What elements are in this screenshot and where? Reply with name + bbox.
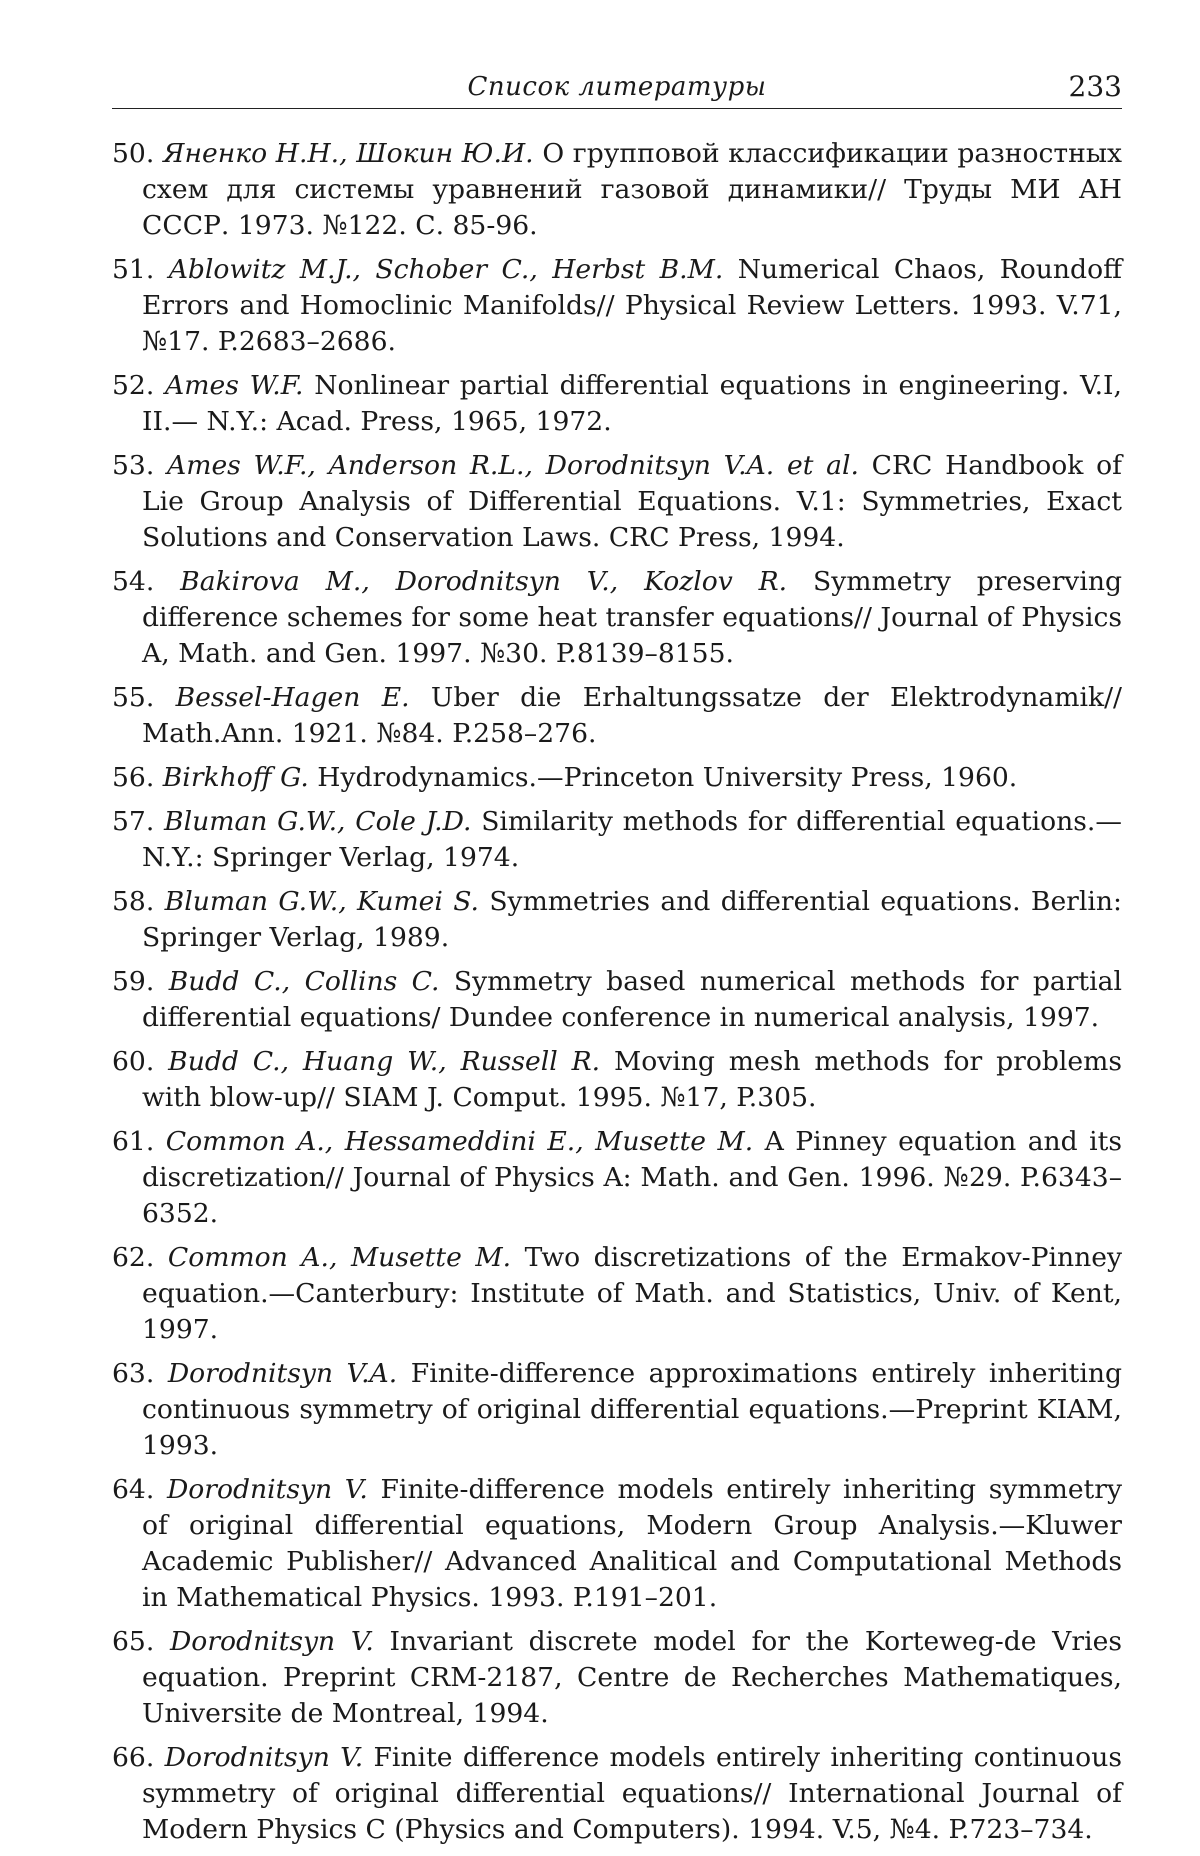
reference-number: 52. (112, 370, 155, 401)
reference-text: Hydrodynamics.—Princeton University Press, 1960. (308, 762, 1018, 793)
reference-text: Moving mesh methods for problems with blow-up// SIAM J. Comput. 1995. №17, P.305. (142, 1046, 1122, 1113)
reference-entry (112, 448, 1122, 556)
reference-authors: Ablowitz M.J., Schober C., Herbst B.M. (168, 254, 724, 285)
reference-authors: Common A., Musette M. (167, 1242, 512, 1273)
reference-authors: Bakirova M., Dorodnitsyn V., Kozlov R. (180, 566, 788, 597)
reference-entry (112, 564, 1122, 672)
reference-number: 62. (112, 1242, 155, 1273)
reference-text: Symmetries and differential equations. Berlin: Springer Verlag, 1989. (142, 886, 1122, 953)
reference-text: О групповой классификации разностных схем для системы уравнений газовой динамики// Труды МИ АН СССР. 1973. №122. С. 85-96. (142, 138, 1122, 241)
reference-authors: Яненко Н.Н., Шокин Ю.И. (162, 138, 534, 169)
reference-authors: Dorodnitsyn V. (166, 1474, 368, 1505)
reference-list (112, 136, 1122, 1856)
reference-text: Nonlinear partial differential equations in engineering. V.I, II.— N.Y.: Acad. Press, 1965, 1972. (142, 370, 1122, 437)
reference-authors: Bluman G.W., Kumei S. (164, 886, 479, 917)
reference-entry (112, 1472, 1122, 1616)
reference-number: 66. (112, 1742, 155, 1773)
reference-entry (112, 1624, 1122, 1732)
reference-text: Uber die Erhaltungssatze der Elektrodynamik// Math.Ann. 1921. №84. P.258–276. (142, 682, 1123, 749)
reference-authors: Ames W.F., Anderson R.L., Dorodnitsyn V.A. et al. (167, 450, 859, 481)
reference-number: 61. (112, 1126, 155, 1157)
reference-text: Symmetry preserving difference schemes for some heat transfer equations// Journal of Physics A, Math. and Gen. 1997. №30. P.8139–8155. (142, 566, 1122, 669)
reference-number: 57. (112, 806, 155, 837)
reference-text: Finite-difference models entirely inheriting symmetry of original differential equations, Modern Group Analysis.—Kluwer Academic Publisher// Advanced Analitical and Computational Methods in Mathematical Physics. 1993. P.191–201. (142, 1474, 1122, 1613)
reference-authors: Bessel-Hagen E. (175, 682, 410, 713)
reference-number: 55. (112, 682, 155, 713)
reference-text: Two discretizations of the Ermakov-Pinney equation.—Canterbury: Institute of Math. and Statistics, Univ. of Kent, 1997. (142, 1242, 1122, 1345)
reference-entry (112, 760, 1122, 796)
reference-number: 58. (112, 886, 155, 917)
reference-entry (112, 804, 1122, 876)
reference-authors: Dorodnitsyn V.A. (167, 1358, 398, 1389)
reference-number: 51. (112, 254, 155, 285)
reference-number: 63. (112, 1358, 155, 1389)
reference-entry (112, 884, 1122, 956)
running-title: Список литературы (467, 72, 767, 102)
reference-number: 56. (112, 762, 155, 793)
reference-number: 59. (112, 966, 155, 997)
reference-number: 53. (112, 450, 155, 481)
reference-number: 50. (112, 138, 155, 169)
reference-text: Symmetry based numerical methods for partial differential equations/ Dundee conference in numerical analysis, 1997. (142, 966, 1122, 1033)
reference-text: Numerical Chaos, Roundoff Errors and Homoclinic Manifolds// Physical Review Letters. 1993. V.71, №17. P.2683–2686. (142, 254, 1122, 357)
reference-number: 60. (112, 1046, 155, 1077)
reference-entry (112, 1356, 1122, 1464)
reference-entry (112, 136, 1122, 244)
reference-number: 65. (112, 1626, 155, 1657)
reference-text: Finite difference models entirely inheriting continuous symmetry of original differential equations// International Journal of Modern Physics C (Physics and Computers). 1994. V.5, №4. P.723–734. (142, 1742, 1122, 1845)
reference-entry (112, 1044, 1122, 1116)
reference-entry (112, 1740, 1122, 1848)
reference-authors: Birkhoff G. (162, 762, 309, 793)
reference-authors: Common A., Hessameddini E., Musette M. (165, 1126, 754, 1157)
reference-text: Invariant discrete model for the Korteweg-de Vries equation. Preprint CRM-2187, Centre de Recherches Mathematiques, Universite de Montreal, 1994. (142, 1626, 1122, 1729)
reference-entry (112, 252, 1122, 360)
reference-authors: Budd C., Collins C. (168, 966, 440, 997)
reference-text: Similarity methods for differential equations.—N.Y.: Springer Verlag, 1974. (142, 806, 1122, 873)
reference-text: A Pinney equation and its discretization// Journal of Physics A: Math. and Gen. 1996. №29. P.6343–6352. (142, 1126, 1122, 1229)
page-header (112, 62, 1122, 109)
page-number: 233 (1068, 70, 1122, 103)
reference-authors: Budd C., Huang W., Russell R. (168, 1046, 601, 1077)
reference-authors: Ames W.F. (165, 370, 304, 401)
reference-number: 54. (112, 566, 155, 597)
reference-entry (112, 1240, 1122, 1348)
reference-entry (112, 964, 1122, 1036)
reference-authors: Dorodnitsyn V. (169, 1626, 374, 1657)
reference-entry (112, 1124, 1122, 1232)
reference-text: CRC Handbook of Lie Group Analysis of Differential Equations. V.1: Symmetries, Exact Solutions and Conservation Laws. CRC Press, 1994. (142, 450, 1122, 553)
reference-authors: Dorodnitsyn V. (164, 1742, 364, 1773)
reference-entry (112, 368, 1122, 440)
reference-authors: Bluman G.W., Cole J.D. (164, 806, 472, 837)
reference-number: 64. (112, 1474, 155, 1505)
reference-entry (112, 680, 1122, 752)
reference-text: Finite-difference approximations entirely inheriting continuous symmetry of original differential equations.—Preprint KIAM, 1993. (142, 1358, 1122, 1461)
